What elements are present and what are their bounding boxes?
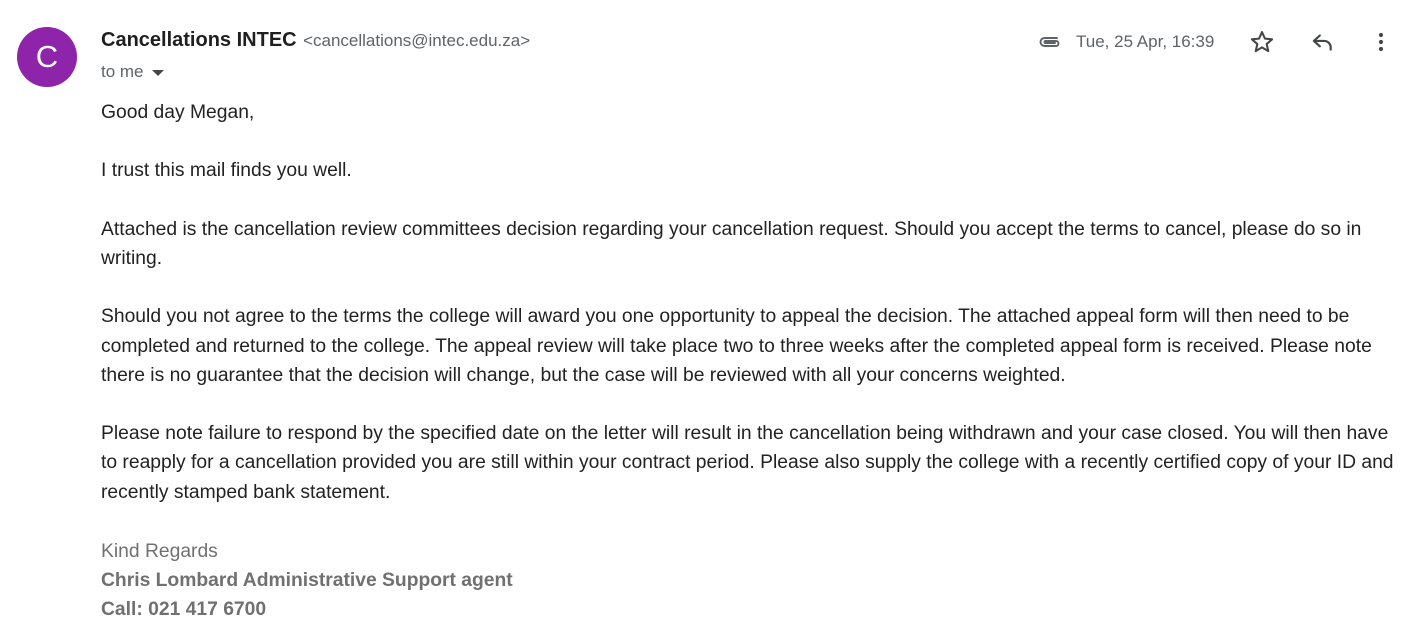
- paragraph: I trust this mail finds you well.: [101, 160, 352, 182]
- message-date: Tue, 25 Apr, 16:39: [1076, 32, 1215, 51]
- signature-name: Chris Lombard Administrative Support agent: [101, 570, 513, 592]
- greeting: Good day Megan,: [101, 102, 255, 123]
- reply-icon[interactable]: [1306, 26, 1338, 58]
- sender-name[interactable]: Cancellations INTEC: [101, 29, 297, 51]
- star-icon[interactable]: [1246, 26, 1278, 58]
- chevron-down-icon: [152, 70, 164, 76]
- signature: [101, 537, 513, 625]
- message-meta: [1036, 24, 1214, 60]
- paperclip-icon: [1036, 30, 1064, 54]
- paragraph: Please note failure to respond by the specified date on the letter will result in the cancellation being withdrawn and your case closed. You will then have to reapply for a cancellation provided you are still within your contract period. Please also supply the college with a recently certified copy of your ID and recently stamped bank statement.: [101, 423, 1394, 503]
- avatar[interactable]: [17, 27, 77, 87]
- recipient-details-toggle[interactable]: [101, 62, 164, 82]
- recipient-label: to me: [101, 62, 144, 81]
- paragraph: Should you not agree to the terms the college will award you one opportunity to appeal the decision. The attached appeal form will then need to be completed and returned to the college. The appeal review will take place two to three weeks after the completed appeal form is received. Please note there is no guarantee that the decision will change, but the case will be reviewed with all your concerns weighted.: [101, 306, 1372, 386]
- sender-header: [101, 29, 530, 52]
- signature-closing: Kind Regards: [101, 541, 218, 562]
- avatar-letter: C: [35, 39, 59, 74]
- sender-email[interactable]: <cancellations@intec.edu.za>: [303, 31, 531, 50]
- message-body: [101, 98, 1396, 536]
- more-vert-icon[interactable]: [1365, 26, 1397, 58]
- paragraph: Attached is the cancellation review committees decision regarding your cancellation request. Should you accept the terms to cancel, please do so in writing.: [101, 218, 1362, 269]
- signature-phone: Call: 021 417 6700: [101, 599, 267, 621]
